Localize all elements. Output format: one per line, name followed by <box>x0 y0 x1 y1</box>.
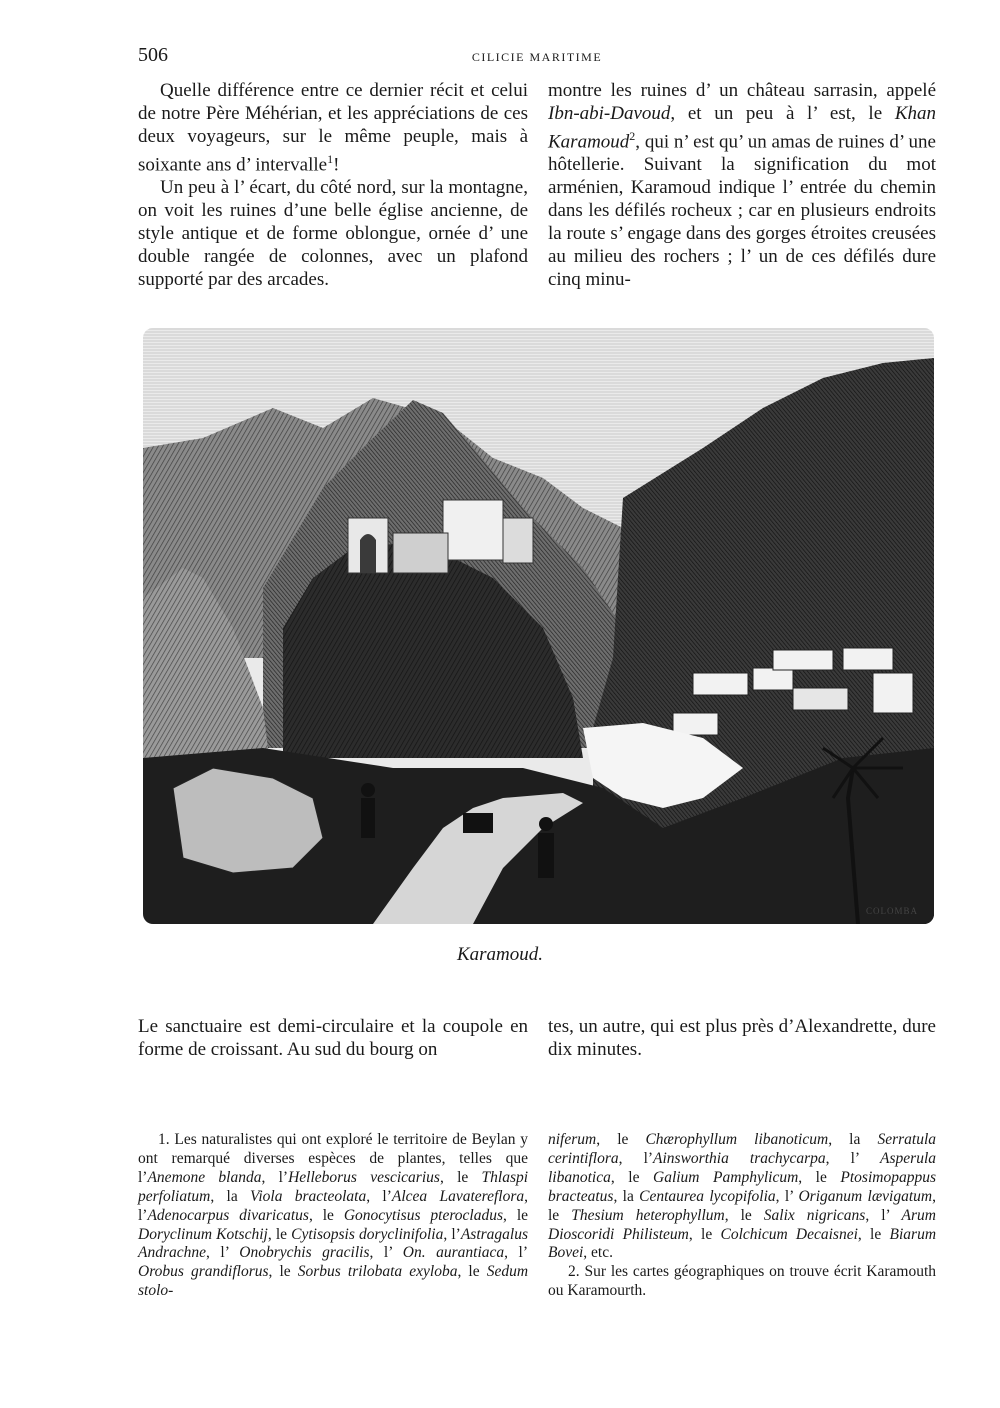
text-run: , l’ <box>443 1225 461 1243</box>
species-name: Salix nigricans <box>763 1206 866 1224</box>
text-run: , la <box>210 1187 251 1205</box>
text-run: , l’ <box>775 1187 799 1205</box>
footnote-ref: 2 <box>629 129 636 143</box>
footnote-column-left <box>138 1131 528 1301</box>
species-name: Cytisopsis doryclinifolia <box>291 1225 444 1243</box>
engraver-signature: COLOMBA <box>865 906 918 916</box>
species-name: Astragalus Andrachne <box>138 1225 529 1262</box>
body-column-mid-right <box>548 1015 936 1061</box>
illustration-caption: Karamoud. <box>456 944 544 965</box>
text-run: , le <box>267 1225 292 1243</box>
text-run: , l’ <box>865 1206 902 1224</box>
species-name: Anemone blanda <box>147 1168 262 1186</box>
text-run: , l’ <box>261 1168 289 1186</box>
footnote-1-continued <box>548 1131 936 1263</box>
text-run: , l’ <box>618 1149 654 1167</box>
text-run: , l’ <box>504 1244 529 1262</box>
text-run: , le <box>503 1206 528 1224</box>
text-run: , le <box>457 1263 487 1281</box>
species-name: Viola bracteolata <box>250 1187 367 1205</box>
engraving-illustration <box>143 328 934 924</box>
species-name: Serratula cerintiflora <box>548 1131 936 1167</box>
text-run: , l’ <box>825 1149 881 1167</box>
text-run: 1. Les naturalistes qui ont exploré le territoire de Beylan y ont remarqué diverses espèces de plantes, telles que l’ <box>138 1131 528 1186</box>
text-run: , la <box>828 1131 878 1148</box>
body-column-top-left <box>138 79 528 291</box>
text-run: , le <box>610 1168 653 1186</box>
text-run: , le <box>857 1225 890 1243</box>
paragraph: Le sanctuaire est demi-circulaire et la coupole en forme de croissant. Au sud du bourg on <box>138 1016 528 1060</box>
text-run: , le <box>798 1168 841 1186</box>
species-name: Alcea Lavatereflora <box>391 1187 525 1205</box>
species-name: Thlaspi perfoliatum <box>138 1168 529 1205</box>
text-run: , le <box>596 1131 646 1148</box>
body-column-mid-left <box>138 1015 528 1061</box>
text-run: , l’ <box>206 1244 240 1262</box>
footnote-1 <box>138 1131 528 1301</box>
karamoud-landscape-engraving <box>143 328 934 924</box>
text-run: , le <box>688 1225 721 1243</box>
text-run: , l’ <box>366 1187 392 1205</box>
place-name: Khan Karamoud <box>548 103 936 153</box>
footnote-ref: 1 <box>327 152 334 166</box>
species-name: Asperula libanotica <box>548 1149 936 1186</box>
text-run: , l’ <box>138 1187 529 1224</box>
species-name: Colchicum Decaisnei <box>720 1225 858 1243</box>
species-name: Thesium heterophyllum <box>571 1206 725 1224</box>
species-name: Chærophyllum libanoticum <box>645 1131 829 1148</box>
species-name: Onobrychis gracilis <box>239 1244 370 1262</box>
text-run: , etc. <box>583 1244 613 1262</box>
running-title: CILICIE MARITIME <box>471 50 603 64</box>
species-name: Origanum lævigatum <box>798 1187 933 1205</box>
paragraph: tes, un autre, qui est plus près d’Alexandrette, dure dix minutes. <box>548 1016 936 1060</box>
species-name: Orobus grandiflorus <box>138 1263 269 1281</box>
species-name: Ainsworthia trachycarpa <box>653 1149 826 1167</box>
species-name: On. aurantiaca <box>402 1244 505 1262</box>
species-name: Gonocytisus pterocladus <box>343 1206 504 1224</box>
text-run: , le <box>439 1168 482 1186</box>
paragraph: Un peu à l’ écart, du côté nord, sur la montagne, on voit les ruines d’une belle église ancienne, de style antique et de forme oblongue, ornée d’ une double rangée de colonnes, avec un plafond supporté par des arcades. <box>138 177 528 291</box>
species-name: Sorbus trilobata exyloba <box>297 1263 458 1281</box>
species-name: Helleborus vescicarius <box>288 1168 440 1186</box>
species-name: Sedum stolo- <box>138 1263 529 1300</box>
place-name: Ibn-abi-Davoud <box>548 103 671 124</box>
text-run: , le <box>308 1206 344 1224</box>
species-name: Arum Dioscoridi Philisteum <box>548 1206 936 1243</box>
page-number: 506 <box>138 44 168 66</box>
text-run: , le <box>548 1187 936 1224</box>
text-run: , le <box>724 1206 764 1224</box>
paragraph: montre les ruines d’ un château sarrasin, appelé Ibn-abi-Davoud, et un peu à l’ est, le Khan Karamoud$^2$, qui n’ est qu’ un amas de ruines d’ une hôtellerie. Suivant la signification du mot arménien, Karamoud indique l’ entrée du chemin dans les défilés rocheux ; car en plusieurs endroits la route s’ engage dans des gorges étroites creusées au milieu des rochers ; l’ un de ces défilés dure cinq minu- <box>548 80 936 291</box>
species-name: Doryclinum Kotschij <box>138 1225 268 1243</box>
species-name: niferum <box>548 1131 597 1148</box>
text-run: , le <box>268 1263 298 1281</box>
paragraph: Quelle différence entre ce dernier récit et celui de notre Père Méhérian, et les appréciations de ces deux voyageurs, sur le même peuple, mais à soixante ans d’ intervalle$^1$! <box>138 80 528 176</box>
footnote-2: 2. Sur les cartes géographiques on trouve écrit Karamouth ou Karamourth. <box>548 1263 936 1300</box>
body-column-top-right <box>548 79 936 291</box>
page-header <box>138 44 936 70</box>
footnote-column-right <box>548 1131 936 1301</box>
text-run: , l’ <box>369 1244 403 1262</box>
species-name: Centaurea lycopifolia <box>639 1187 776 1205</box>
species-name: Adenocarpus divaricatus <box>147 1206 309 1224</box>
text-run: , la <box>613 1187 640 1205</box>
species-name: Ptosimopappus bracteatus <box>548 1168 936 1205</box>
species-name: Galium Pamphylicum <box>653 1168 799 1186</box>
species-name: Biarum Bovei <box>548 1225 937 1262</box>
